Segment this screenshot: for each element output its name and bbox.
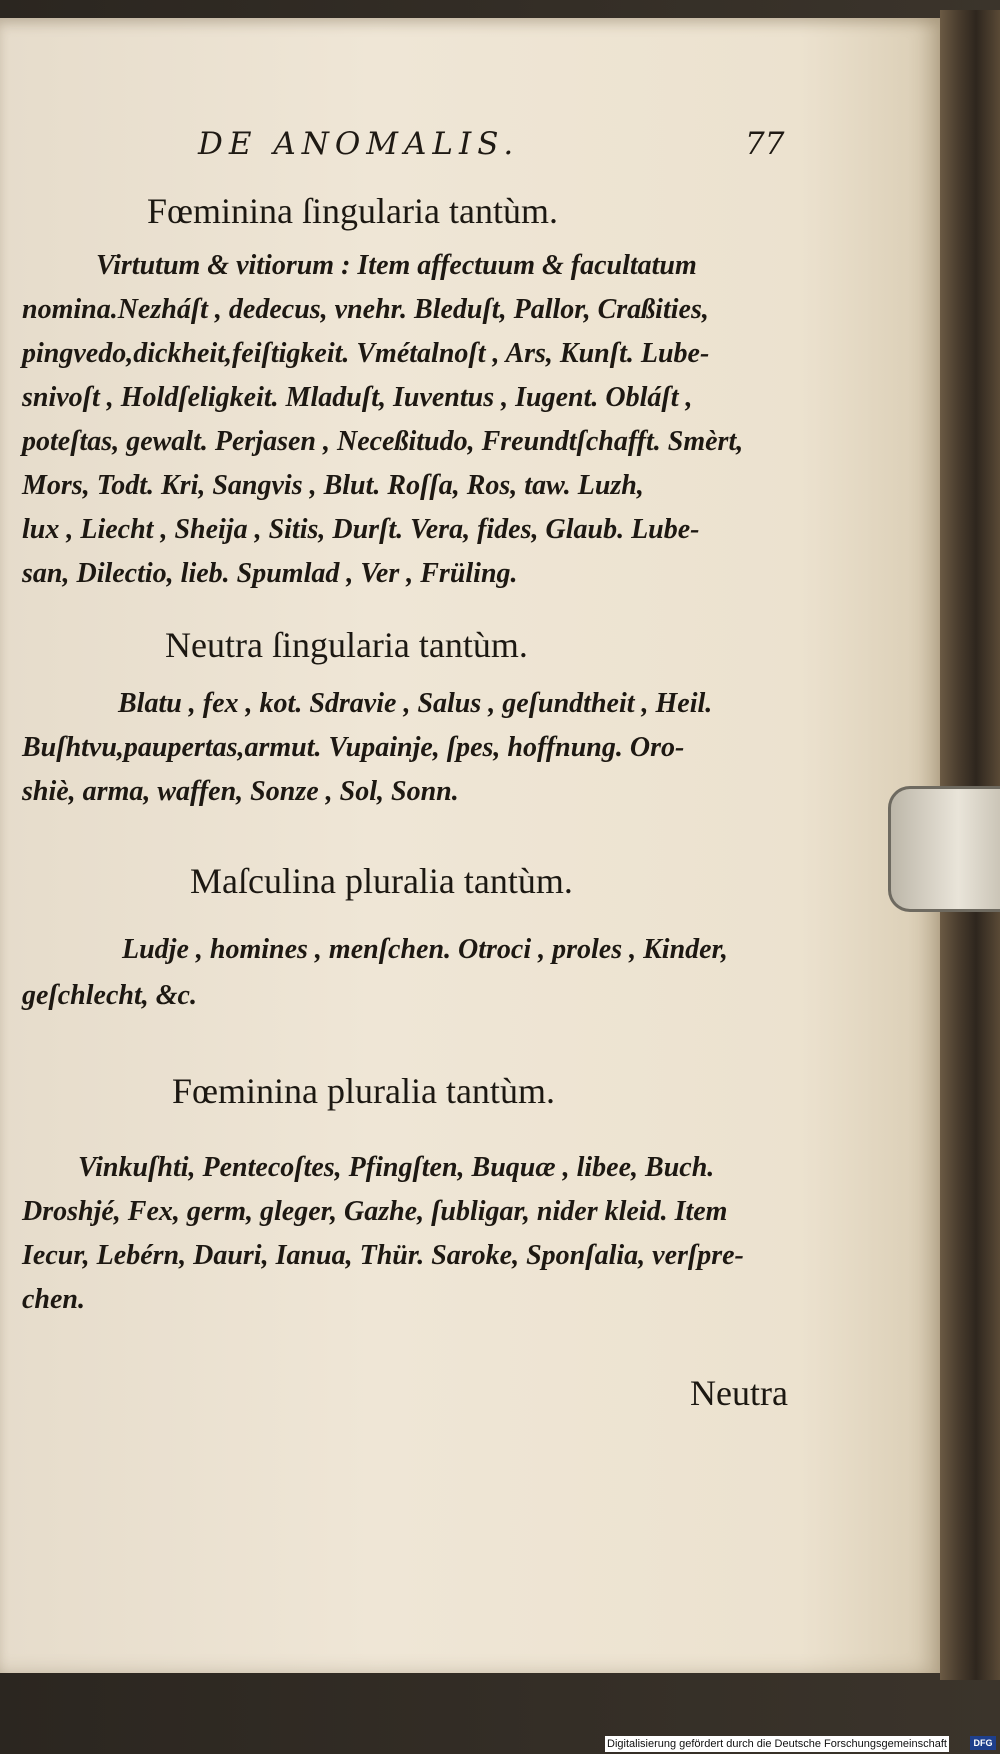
section-text bbox=[22, 1152, 812, 1332]
text-line: Buſhtvu,paupertas,armut. Vupainje, ſpes, hoffnung. Oro- bbox=[22, 732, 685, 763]
page-number: 77 bbox=[745, 126, 785, 162]
section-text bbox=[22, 688, 812, 828]
section-heading: Maſculina pluralia tantùm. bbox=[190, 861, 573, 901]
text-line: Mors, Todt. Kri, Sangvis , Blut. Roſſa, Ros, taw. Luzh, bbox=[22, 470, 644, 501]
text-line: Ludje , homines , menſchen. Otroci , proles , Kinder, bbox=[122, 934, 728, 965]
running-head bbox=[0, 126, 940, 176]
running-head-title: DE ANOMALIS. bbox=[198, 126, 520, 162]
text-line: shiè, arma, waffen, Sonze , Sol, Sonn. bbox=[22, 776, 459, 807]
dfg-logo: DFG bbox=[970, 1736, 996, 1750]
text-line: Iecur, Lebérn, Dauri, Ianua, Thür. Saroke, Sponſalia, verſpre- bbox=[22, 1240, 744, 1271]
section-text bbox=[22, 250, 812, 610]
page-clip bbox=[888, 786, 1000, 912]
text-line: poteſtas, gewalt. Perjasen , Neceßitudo, Freundtſchafft. Smèrt, bbox=[22, 426, 744, 457]
book-page bbox=[0, 18, 940, 1673]
text-line: nomina.Nezháſt , dedecus, vnehr. Bleduſt, Pallor, Craßities, bbox=[22, 294, 709, 325]
section-heading: Fœminina ſingularia tantùm. bbox=[147, 191, 558, 231]
text-line: Vinkuſhti, Pentecoſtes, Pfingſten, Buquæ , libee, Buch. bbox=[78, 1152, 715, 1183]
text-line: Blatu , fex , kot. Sdravie , Salus , geſundtheit , Heil. bbox=[118, 688, 713, 719]
digitization-credit: Digitalisierung gefördert durch die Deutsche Forschungsgemeinschaft bbox=[607, 1738, 947, 1750]
catchword: Neutra bbox=[690, 1373, 788, 1413]
section-heading: Neutra ſingularia tantùm. bbox=[165, 625, 528, 665]
text-line: Droshjé, Fex, germ, gleger, Gazhe, ſubligar, nider kleid. Item bbox=[22, 1196, 728, 1227]
text-line: snivoſt , Holdſeligkeit. Mladuſt, Iuventus , Iugent. Obláſt , bbox=[22, 382, 693, 413]
section-heading: Fœminina pluralia tantùm. bbox=[172, 1071, 555, 1111]
text-line: pingvedo,dickheit,feiſtigkeit. Vmétalnoſt , Ars, Kunſt. Lube- bbox=[22, 338, 710, 369]
section-text bbox=[22, 934, 812, 1034]
text-line: chen. bbox=[22, 1284, 85, 1315]
text-line: lux , Liecht , Sheija , Sitis, Durſt. Vera, fides, Glaub. Lube- bbox=[22, 514, 700, 545]
text-line: geſchlecht, &c. bbox=[22, 980, 197, 1011]
text-line: san, Dilectio, lieb. Spumlad , Ver , Früling. bbox=[22, 558, 518, 589]
text-line: Virtutum & vitiorum : Item affectuum & facultatum bbox=[96, 250, 697, 281]
